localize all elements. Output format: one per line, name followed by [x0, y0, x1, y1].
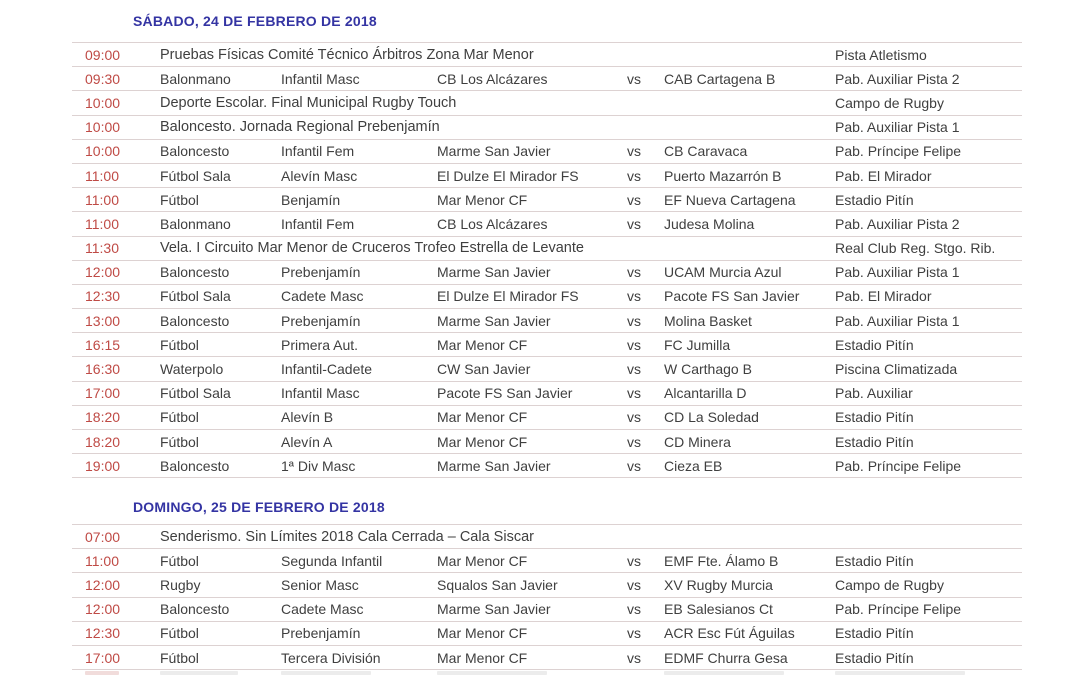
vs-label: vs	[627, 552, 641, 569]
away-team-cell: EDMF Churra Gesa	[664, 649, 788, 666]
time-cell: 16:30	[85, 361, 121, 378]
sport-cell: Fútbol	[160, 433, 199, 450]
schedule-row	[72, 548, 1022, 572]
vs-label: vs	[627, 191, 641, 208]
venue-cell: Piscina Climatizada	[835, 361, 958, 378]
sport-cell: Fútbol	[160, 625, 199, 642]
time-cell: 19:00	[85, 457, 121, 474]
category-cell: Prebenjamín	[281, 264, 361, 281]
venue-cell: Campo de Rugby	[835, 94, 944, 111]
sport-cell: Fútbol Sala	[160, 385, 231, 402]
vs-label: vs	[627, 409, 641, 426]
sunday-schedule-table	[72, 524, 1022, 670]
vs-label: vs	[627, 649, 641, 666]
schedule-row	[72, 308, 1022, 332]
home-team-cell: Mar Menor CF	[437, 433, 528, 450]
time-cell: 17:00	[85, 385, 121, 402]
sunday-section-title: DOMINGO, 25 DE FEBRERO DE 2018	[133, 499, 385, 515]
time-cell: 10:00	[85, 94, 121, 111]
category-cell: 1ª Div Masc	[281, 457, 356, 474]
time-cell: 09:00	[85, 46, 121, 63]
away-team-cell: Cieza EB	[664, 457, 723, 474]
away-team-cell: ACR Esc Fút Águilas	[664, 625, 795, 642]
category-cell: Cadete Masc	[281, 288, 364, 305]
time-cell: 11:00	[85, 191, 119, 208]
clipped-text-stub	[160, 671, 238, 675]
venue-cell: Pab. Príncipe Felipe	[835, 601, 962, 618]
sport-cell: Baloncesto	[160, 312, 230, 329]
schedule-row	[72, 115, 1022, 139]
schedule-row	[72, 572, 1022, 596]
home-team-cell: Marme San Javier	[437, 264, 551, 281]
event-description: Baloncesto. Jornada Regional Prebenjamín	[160, 119, 440, 136]
venue-cell: Pab. El Mirador	[835, 167, 932, 184]
vs-label: vs	[627, 601, 641, 618]
event-description: Deporte Escolar. Final Municipal Rugby Touch	[160, 94, 457, 111]
sport-cell: Fútbol	[160, 649, 199, 666]
venue-cell: Real Club Reg. Stgo. Rib.	[835, 240, 996, 257]
time-cell: 18:20	[85, 409, 121, 426]
schedule-row	[72, 236, 1022, 260]
time-cell: 12:30	[85, 288, 121, 305]
vs-label: vs	[627, 312, 641, 329]
time-cell: 13:00	[85, 312, 121, 329]
home-team-cell: Marme San Javier	[437, 312, 551, 329]
schedule-row	[72, 332, 1022, 356]
time-cell: 10:00	[85, 119, 121, 136]
schedule-row	[72, 429, 1022, 453]
venue-cell: Pab. Auxiliar Pista 2	[835, 70, 960, 87]
category-cell: Infantil Masc	[281, 385, 360, 402]
home-team-cell: Pacote FS San Javier	[437, 385, 573, 402]
schedule-row	[72, 211, 1022, 235]
category-cell: Segunda Infantil	[281, 552, 383, 569]
away-team-cell: EF Nueva Cartagena	[664, 191, 796, 208]
clipped-text-stub	[835, 671, 965, 675]
category-cell: Cadete Masc	[281, 601, 364, 618]
schedule-row	[72, 524, 1022, 548]
venue-cell: Pab. Príncipe Felipe	[835, 457, 962, 474]
away-team-cell: CD Minera	[664, 433, 731, 450]
schedule-row	[72, 139, 1022, 163]
schedule-row	[72, 163, 1022, 187]
away-team-cell: EMF Fte. Álamo B	[664, 552, 779, 569]
schedule-row	[72, 405, 1022, 429]
sport-cell: Rugby	[160, 576, 201, 593]
sport-cell: Baloncesto	[160, 457, 230, 474]
home-team-cell: Mar Menor CF	[437, 336, 528, 353]
vs-label: vs	[627, 457, 641, 474]
vs-label: vs	[627, 288, 641, 305]
time-cell: 11:30	[85, 240, 119, 257]
away-team-cell: Alcantarilla D	[664, 385, 747, 402]
time-cell: 18:20	[85, 433, 121, 450]
away-team-cell: Pacote FS San Javier	[664, 288, 800, 305]
venue-cell: Pista Atletismo	[835, 46, 927, 63]
venue-cell: Estadio Pitín	[835, 336, 914, 353]
home-team-cell: CW San Javier	[437, 361, 531, 378]
away-team-cell: Judesa Molina	[664, 215, 755, 232]
sport-cell: Fútbol	[160, 336, 199, 353]
category-cell: Infantil Fem	[281, 215, 355, 232]
away-team-cell: CAB Cartagena B	[664, 70, 776, 87]
home-team-cell: Marme San Javier	[437, 143, 551, 160]
home-team-cell: Mar Menor CF	[437, 552, 528, 569]
category-cell: Prebenjamín	[281, 625, 361, 642]
schedule-row	[72, 284, 1022, 308]
away-team-cell: CB Caravaca	[664, 143, 748, 160]
home-team-cell: CB Los Alcázares	[437, 215, 548, 232]
away-team-cell: FC Jumilla	[664, 336, 731, 353]
sport-cell: Baloncesto	[160, 143, 230, 160]
schedule-row	[72, 187, 1022, 211]
schedule-row	[72, 645, 1022, 669]
time-cell: 11:00	[85, 167, 119, 184]
time-cell: 16:15	[85, 336, 121, 353]
venue-cell: Estadio Pitín	[835, 409, 914, 426]
vs-label: vs	[627, 336, 641, 353]
home-team-cell: El Dulze El Mirador FS	[437, 167, 579, 184]
away-team-cell: UCAM Murcia Azul	[664, 264, 782, 281]
category-cell: Senior Masc	[281, 576, 359, 593]
schedule-row	[72, 66, 1022, 90]
time-cell: 09:30	[85, 70, 121, 87]
time-cell: 12:00	[85, 264, 121, 281]
category-cell: Infantil-Cadete	[281, 361, 373, 378]
away-team-cell: Puerto Mazarrón B	[664, 167, 782, 184]
schedule-row	[72, 260, 1022, 284]
event-description: Senderismo. Sin Límites 2018 Cala Cerrada – Cala Siscar	[160, 528, 534, 545]
sport-cell: Fútbol Sala	[160, 167, 231, 184]
home-team-cell: Squalos San Javier	[437, 576, 558, 593]
category-cell: Tercera División	[281, 649, 381, 666]
venue-cell: Pab. Auxiliar Pista 1	[835, 264, 960, 281]
home-team-cell: Mar Menor CF	[437, 409, 528, 426]
sport-cell: Fútbol	[160, 409, 199, 426]
clipped-text-stub	[281, 671, 371, 675]
saturday-section-title: SÁBADO, 24 DE FEBRERO DE 2018	[133, 13, 377, 29]
clipped-row	[72, 671, 1022, 675]
time-cell: 17:00	[85, 649, 121, 666]
home-team-cell: Marme San Javier	[437, 457, 551, 474]
away-team-cell: Molina Basket	[664, 312, 752, 329]
schedule-row	[72, 453, 1022, 477]
schedule-row	[72, 597, 1022, 621]
home-team-cell: Mar Menor CF	[437, 191, 528, 208]
sport-cell: Fútbol Sala	[160, 288, 231, 305]
category-cell: Benjamín	[281, 191, 341, 208]
time-cell: 10:00	[85, 143, 121, 160]
home-team-cell: Mar Menor CF	[437, 649, 528, 666]
venue-cell: Pab. Auxiliar Pista 2	[835, 215, 960, 232]
venue-cell: Campo de Rugby	[835, 576, 944, 593]
clipped-time-stub	[85, 671, 119, 675]
vs-label: vs	[627, 433, 641, 450]
sport-cell: Fútbol	[160, 191, 199, 208]
venue-cell: Pab. Auxiliar Pista 1	[835, 119, 960, 136]
away-team-cell: W Carthago B	[664, 361, 752, 378]
event-description: Pruebas Físicas Comité Técnico Árbitros Zona Mar Menor	[160, 46, 534, 63]
schedule-row	[72, 356, 1022, 380]
venue-cell: Estadio Pitín	[835, 552, 914, 569]
venue-cell: Pab. El Mirador	[835, 288, 932, 305]
category-cell: Prebenjamín	[281, 312, 361, 329]
event-description: Vela. I Circuito Mar Menor de Cruceros Trofeo Estrella de Levante	[160, 240, 584, 257]
vs-label: vs	[627, 385, 641, 402]
vs-label: vs	[627, 264, 641, 281]
category-cell: Alevín A	[281, 433, 333, 450]
sport-cell: Waterpolo	[160, 361, 224, 378]
away-team-cell: XV Rugby Murcia	[664, 576, 773, 593]
away-team-cell: CD La Soledad	[664, 409, 759, 426]
schedule-row	[72, 381, 1022, 405]
home-team-cell: El Dulze El Mirador FS	[437, 288, 579, 305]
away-team-cell: EB Salesianos Ct	[664, 601, 773, 618]
schedule-row	[72, 621, 1022, 645]
venue-cell: Estadio Pitín	[835, 649, 914, 666]
clipped-text-stub	[437, 671, 547, 675]
venue-cell: Estadio Pitín	[835, 433, 914, 450]
vs-label: vs	[627, 215, 641, 232]
vs-label: vs	[627, 167, 641, 184]
category-cell: Infantil Masc	[281, 70, 360, 87]
time-cell: 07:00	[85, 528, 121, 545]
venue-cell: Pab. Auxiliar	[835, 385, 913, 402]
sport-cell: Balonmano	[160, 70, 231, 87]
clipped-text-stub	[664, 671, 784, 675]
schedule-row	[72, 42, 1022, 66]
category-cell: Alevín B	[281, 409, 334, 426]
time-cell: 11:00	[85, 215, 119, 232]
category-cell: Primera Aut.	[281, 336, 359, 353]
category-cell: Alevín Masc	[281, 167, 358, 184]
vs-label: vs	[627, 576, 641, 593]
sport-cell: Baloncesto	[160, 264, 230, 281]
time-cell: 12:30	[85, 625, 121, 642]
vs-label: vs	[627, 625, 641, 642]
time-cell: 12:00	[85, 576, 121, 593]
sport-cell: Fútbol	[160, 552, 199, 569]
vs-label: vs	[627, 143, 641, 160]
vs-label: vs	[627, 361, 641, 378]
home-team-cell: CB Los Alcázares	[437, 70, 548, 87]
home-team-cell: Mar Menor CF	[437, 625, 528, 642]
category-cell: Infantil Fem	[281, 143, 355, 160]
vs-label: vs	[627, 70, 641, 87]
home-team-cell: Marme San Javier	[437, 601, 551, 618]
venue-cell: Estadio Pitín	[835, 191, 914, 208]
venue-cell: Pab. Príncipe Felipe	[835, 143, 962, 160]
schedule-row	[72, 90, 1022, 114]
sport-cell: Baloncesto	[160, 601, 230, 618]
venue-cell: Estadio Pitín	[835, 625, 914, 642]
venue-cell: Pab. Auxiliar Pista 1	[835, 312, 960, 329]
sport-cell: Balonmano	[160, 215, 231, 232]
time-cell: 11:00	[85, 552, 119, 569]
time-cell: 12:00	[85, 601, 121, 618]
saturday-schedule-table	[72, 42, 1022, 478]
